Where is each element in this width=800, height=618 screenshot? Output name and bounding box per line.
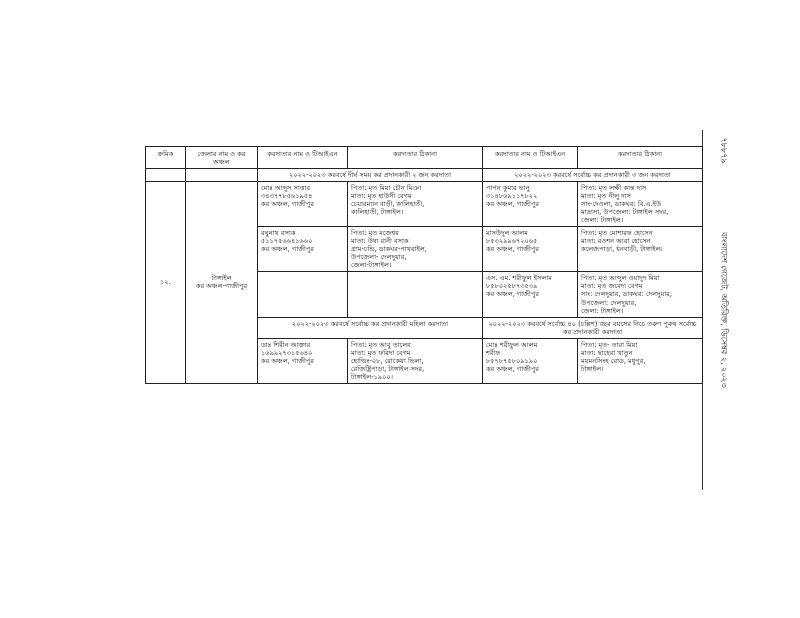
section-caption: ২০২২-২০২৩ করবর্ষে দীর্ঘ সময় কর প্রদানকারী ২ জন করদাতা — [258, 169, 483, 182]
taxpayer-address-cell — [348, 338, 483, 383]
address-line: মাতা: মৃত হাউসী বেগম — [351, 192, 412, 201]
address-line: পিতা: মৃত মজেশ্বর — [351, 229, 399, 238]
taxpayer-name-cell — [483, 227, 578, 272]
taxpayer-name: রঘুনাথ বসাক — [261, 229, 296, 238]
taxpayer-name: এস. এম. শরীফুল ইসলাম — [486, 274, 552, 283]
taxpayer-table — [145, 146, 703, 384]
address-line: পিতা: মৃত আব্দুল ওয়াদুদ মিয়া — [581, 274, 660, 283]
address-line: হোল্ডিং-০৮, রোকেয়া ভিলা, — [351, 356, 424, 365]
taxpayer-address-cell — [348, 182, 483, 227]
taxpayer-zone: কর অঞ্চল, গাজীপুর — [486, 200, 540, 209]
taxpayer-zone: কর অঞ্চল, গাজীপুর — [261, 200, 315, 209]
page-header — [708, 130, 738, 490]
section-caption: ২০২২-২০২৩ করবর্ষে সর্বোচ্চ কর প্রদানকারী মহিলা করদাতা — [258, 317, 483, 338]
col-name-tin-2: করদাতার নাম ও টিআইএন — [483, 147, 578, 169]
section-caption-row — [146, 169, 703, 182]
address-line: চেয়ারম্যান বাড়ী, কালিহাতী, — [351, 200, 425, 209]
taxpayer-tin: ৩১৪৮৬৯১১৭৮২২ — [486, 192, 538, 201]
gazette-title: বাংলাদেশ গেজেট, অতিরিক্ত, ডিসেম্বর ২, ২০২৩ — [719, 232, 729, 388]
address-line: পিতা: মৃত লক্ষী কান্ত দাস — [581, 184, 647, 193]
address-line: টাঙ্গাইল। — [581, 364, 604, 373]
taxpayer-address-cell — [578, 227, 703, 272]
empty-cell — [258, 272, 348, 317]
taxpayer-name-cell — [258, 182, 348, 227]
address-line: সাং: দেলদুয়ার, ডাকঘর: দেলদুয়ার, — [581, 290, 672, 299]
taxpayer-name-cont: শরীফ — [486, 348, 501, 357]
address-line: মাতা: মৃত জবেদা বেগম — [581, 282, 643, 291]
address-line: পিতা: মৃত আবু তালেব — [351, 340, 411, 349]
taxpayer-zone: কর অঞ্চল, গাজীপুর — [261, 245, 315, 254]
taxpayer-name-cell — [258, 338, 348, 383]
address-line: পিতা: মৃত- তারা মিয়া — [581, 340, 638, 349]
taxpayer-zone: কর অঞ্চল, গাজীপুর — [261, 356, 315, 365]
taxpayer-tin: ৩৪৩৭৭৮৫৬১৯৫৪ — [261, 192, 313, 201]
col-name-tin: করদাতার নাম ও টিআইএন — [258, 147, 348, 169]
empty-cell — [146, 169, 186, 182]
taxpayer-address-cell — [348, 227, 483, 272]
serial-cell: ১২. — [146, 182, 186, 384]
taxpayer-address-cell — [578, 182, 703, 227]
taxpayer-address-cell — [578, 338, 703, 383]
address-line: মাতা: উষা রানী বসাক — [351, 237, 409, 246]
taxpayer-name-cell — [483, 338, 578, 383]
taxpayer-address-cell — [578, 272, 703, 317]
taxpayer-name: ডাঃ শিরীন আক্তার — [261, 340, 311, 349]
address-line: মাতা: মৃত নীলু দাস — [581, 192, 632, 201]
address-line: মাতা: রওশন আরা হোসেন — [581, 237, 651, 246]
taxpayer-name-cell — [483, 182, 578, 227]
section-caption: ২০২২-২০২৩ করবর্ষে সর্বোচ্চ ৪০ (চল্লিশ) বছর বয়সের নিচে তরুণ পুরুষ সর্বোচ্চ কর প্রদানকারী করদাতা — [483, 317, 703, 338]
taxpayer-name: মোঃ শরীফুল আলম — [486, 340, 538, 349]
address-line: উপজেলা: দেলদুয়ার, — [581, 298, 637, 307]
address-line: উপজেলা- দেলদুয়ার, — [351, 253, 407, 262]
address-line: জেলা-টাঙ্গাইল। — [351, 261, 392, 270]
taxpayer-zone: কর অঞ্চল, গাজীপুর — [486, 290, 540, 299]
col-address: করদাতার ঠিকানা — [348, 147, 483, 169]
table-header-row — [146, 147, 703, 169]
address-line: রেজিষ্ট্রিপাড়া, টাঙ্গাইল সদর, — [351, 364, 425, 373]
address-line: জেলা: টাঙ্গাইল। — [581, 306, 624, 315]
table-row — [146, 182, 703, 227]
taxpayer-tin: ৮৫৮০২৫৮৭৩৫৩৯ — [486, 282, 538, 291]
taxpayer-name: মোঃ আব্দুস সাত্তার — [261, 184, 311, 193]
district-name: টাঙ্গাইল — [211, 274, 232, 283]
tax-zone: কর অঞ্চল-গাজীপুর — [195, 282, 248, 291]
address-line: কলেজপাড়া, ধনবাড়ী, টাঙ্গাইল। — [581, 245, 663, 254]
taxpayer-name-cell — [483, 272, 578, 317]
col-address-2: করদাতার ঠিকানা — [578, 147, 703, 169]
taxpayer-tin: ১৬৯৯২৭৩১৫৬৪০ — [261, 348, 313, 357]
taxpayer-zone: কর অঞ্চল, গাজীপুর — [486, 245, 540, 254]
taxpayer-tin: ৮৫৩২৯৯৬৭২০৬৫ — [486, 237, 538, 246]
empty-cell — [186, 169, 258, 182]
district-cell — [186, 182, 258, 384]
col-serial: ক্রমিক — [146, 147, 186, 169]
address-line: পিতা: মৃত মিয়া চৌন মিঞা — [351, 184, 422, 193]
taxpayer-name: পাপন কুমার ভানু — [486, 184, 530, 193]
section-caption: ২০২২-২০২৩ করবর্ষে সর্বোচ্চ কর প্রদানকারী ৩ জন করদাতা — [483, 169, 703, 182]
taxpayer-name: মাসউদুল আলম — [486, 229, 528, 238]
taxpayer-name-cell — [258, 227, 348, 272]
address-line: সাং-দেওলা, ডাকঘর: বি.এ.ইউ — [581, 200, 662, 209]
address-line: টাঙ্গাইল-১৯০০। — [351, 372, 394, 381]
address-line: ময়মনসিংহ রোড, মধুপুর, — [581, 356, 646, 365]
address-line: মাতা: মৃত ফরিদা বেগম — [351, 348, 411, 357]
address-line: মাতা: ছাহেরা খাতুন — [581, 348, 633, 357]
address-line: মাদ্রাসা, উপজেলা: টাঙ্গাইল সদর, — [581, 208, 669, 217]
empty-cell — [348, 272, 483, 317]
col-district: জেলার নাম ও কর অঞ্চল — [186, 147, 258, 169]
page-number: ৭৮৮৭৯ — [719, 137, 729, 164]
taxpayer-tin: ৫১১৭৫৬৬৪১৬৬০ — [261, 237, 313, 246]
address-line: পিতা: মৃত মোশারফ হোসেন — [581, 229, 653, 238]
address-line: গ্রাম-চন্ডি, ডাকঘর-পাথরাইল, — [351, 245, 427, 254]
taxpayer-zone: কর অঞ্চল, গাজীপুর — [486, 364, 540, 373]
address-line: কালিহাতী, টাঙ্গাইল। — [351, 208, 404, 217]
taxpayer-tin: ৮৫৭৮৭৫৮০৯১৯০ — [486, 356, 538, 365]
address-line: জেলা: টাঙ্গাইল। — [581, 216, 624, 225]
